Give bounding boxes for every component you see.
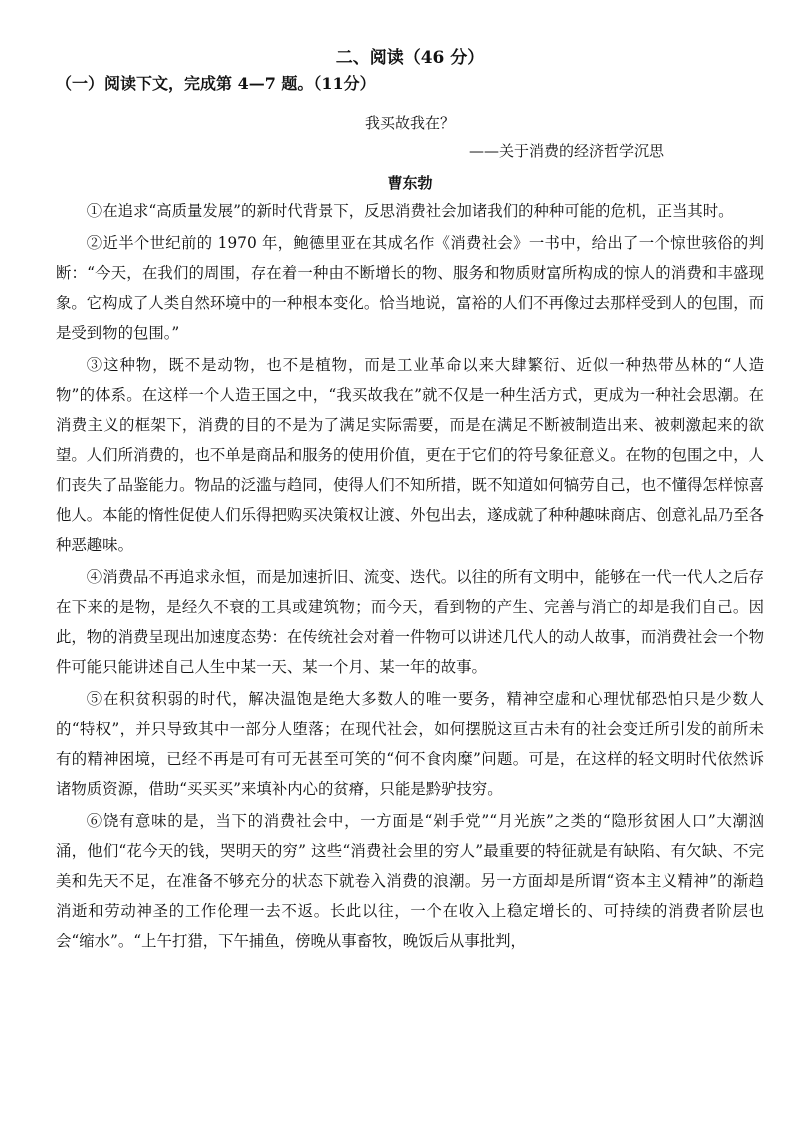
paragraph-3: ③这种物，既不是动物，也不是植物，而是工业革命以来大肆繁衍、近似一种热带丛林的“人造物”的体系。在这样一个人造王国之中，“我买故我在”就不仅是一种生活方式，更成为一种社会思潮。在消费主义的框架下，消费的目的不是为了满足实际需要，而是在满足不断被制造出来、被刺激起来的欲望。人们所消费的，也不单是商品和服务的使用价值，更在于它们的符号象征意义。在物的包围之中，人们丧失了品鉴能力。物品的泛滥与趋同，使得人们不知所措，既不知道如何犒劳自己，也不懂得怎样惊喜他人。本能的惰性促使人们乐得把购买决策权让渡、外包出去，遂成就了种种趣味商店、创意礼品乃至各种恶趣味。: [56, 356, 764, 554]
paragraph-5: ⑤在积贫积弱的时代，解决温饱是绝大多数人的唯一要务，精神空虚和心理忧郁恐怕只是少数人的“特权”，并只导致其中一部分人堕落；在现代社会，如何摆脱这亘古未有的社会变迁所引发的前所未有的精神困境，已经不再是可有可无甚至可笑的“何不食肉糜”问题。可是，在这样的轻文明时代依然诉诸物质资源，借助“买买买”来填补内心的贫瘠，只能是黔驴技穷。: [56, 690, 764, 798]
paragraph-4: ④消费品不再追求永恒，而是加速折旧、流变、迭代。以往的所有文明中，能够在一代一代人之后存在下来的是物，是经久不衰的工具或建筑物；而今天，看到物的产生、完善与消亡的却是我们自己。因此，物的消费呈现出加速度态势：在传统社会对着一件物可以讲述几代人的动人故事，而消费社会一个物件可能只能讲述自己人生中某一天、某一个月、某一年的故事。: [56, 568, 764, 676]
article-title: 我买故我在？: [364, 114, 455, 132]
section-subtitle: （一）阅读下文，完成第 4—7 题。（11分）: [56, 74, 376, 93]
article-subtitle: ——关于消费的经济哲学沉思: [468, 142, 664, 160]
paragraph-2: ②近半个世纪前的 1970 年，鲍德里亚在其成名作《消费社会》一书中，给出了一个惊世骇俗的判断：“今天，在我们的周围，存在着一种由不断增长的物、服务和物质财富所构成的惊人的消费和丰盛现象。它构成了人类自然环境中的一种根本变化。恰当地说，富裕的人们不再像过去那样受到人的包围，而是受到物的包围。”: [56, 234, 764, 342]
paragraph-1: ①在追求“高质量发展”的新时代背景下，反思消费社会加诸我们的种种可能的危机，正当其时。: [86, 202, 734, 220]
section-title: 二、阅读（46 分）: [335, 48, 485, 68]
article-author: 曹东勃: [387, 174, 433, 192]
paragraph-6: ⑥饶有意味的是，当下的消费社会中，一方面是“剁手党”“月光族”之类的“隐形贫困人口”大潮汹涌，他们“花今天的钱，哭明天的穷” 这些“消费社会里的穷人”最重要的特征就是有缺陷、有欠缺、不完美和先天不足，在准备不够充分的状态下就卷入消费的浪潮。另一方面却是所谓“资本主义精神”的渐趋消逝和劳动神圣的工作伦理一去不返。长此以往，一个在收入上稳定增长的、可持续的消费者阶层也会“缩水”。“上午打猎，下午捕鱼，傍晚从事畜牧，晚饭后从事批判，: [56, 812, 764, 950]
